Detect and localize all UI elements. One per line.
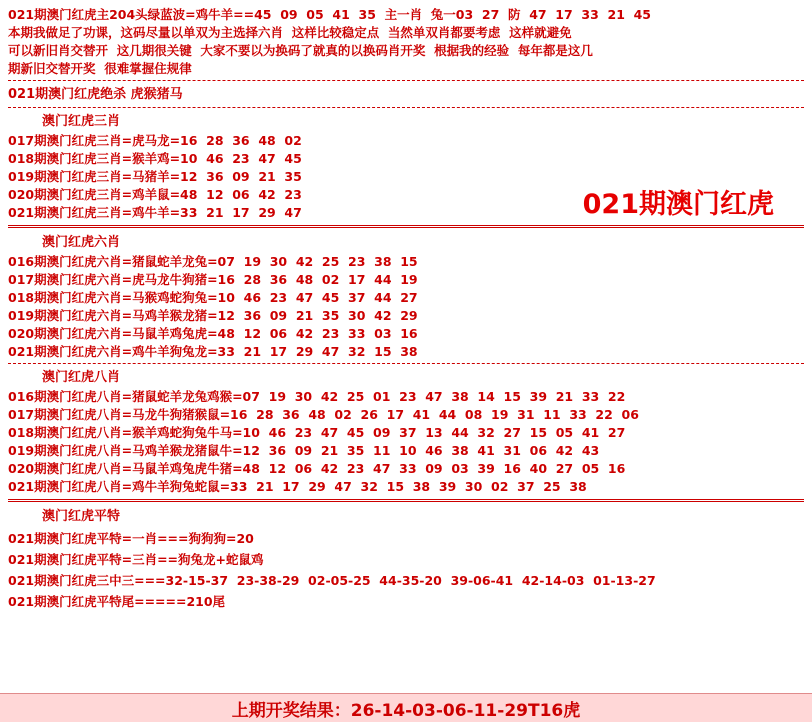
list-item: 021期澳门红虎平特=一肖===狗狗狗=20: [8, 531, 254, 546]
list-item: 020期澳门红虎六肖=马鼠羊鸡兔虎=48 12 06 42 23 33 03 16: [8, 326, 418, 341]
list-item: 021期澳门红虎三肖=鸡牛羊=33 21 17 29 47: [8, 205, 302, 220]
list-item: 019期澳门红虎六肖=马鸡羊猴龙猪=12 36 09 21 35 30 42 29: [8, 308, 418, 323]
list-item: 016期澳门红虎八肖=猪鼠蛇羊龙兔鸡猴=07 19 30 42 25 01 23 47 38 14 15 39 21 33 22: [8, 389, 626, 404]
section-eight-xiao: [8, 368, 804, 496]
last-draw-result: 上期开奖结果：26-14-03-06-11-29T16虎: [231, 700, 581, 721]
list-item: 020期澳门红虎八肖=马鼠羊鸡兔虎牛猪=48 12 06 42 23 47 33 09 03 39 16 40 27 05 16: [8, 461, 626, 476]
page-title: 021期澳门红虎: [582, 189, 774, 220]
header-line-2: 可以新旧肖交替开 这几期很关键 大家不要以为换码了就真的以换码肖开奖 根据我的经验 每年都是这几: [8, 43, 593, 58]
list-item: 019期澳门红虎八肖=马鸡羊猴龙猪鼠牛=12 36 09 21 35 11 10 46 38 41 31 06 42 43: [8, 443, 600, 458]
section-title: 澳门红虎平特: [42, 509, 121, 524]
list-item: 021期澳门红虎八肖=鸡牛羊狗兔蛇鼠=33 21 17 29 47 32 15 38 39 30 02 37 25 38: [8, 479, 587, 494]
list-item: 019期澳门红虎三肖=马猪羊=12 36 09 21 35: [8, 169, 302, 184]
list-item: 021期澳门红虎三中三===32-15-37 23-38-29 02-05-25 44-35-20 39-06-41 42-14-03 01-13-27: [8, 573, 656, 588]
section-title: 澳门红虎六肖: [42, 235, 121, 250]
list-item: 017期澳门红虎六肖=虎马龙牛狗猪=16 28 36 48 02 17 44 19: [8, 272, 418, 287]
footer-bar: [0, 693, 812, 722]
list-item: 018期澳门红虎八肖=猴羊鸡蛇狗兔牛马=10 46 23 47 45 09 37 13 44 32 27 15 05 41 27: [8, 425, 626, 440]
list-item: 021期澳门红虎平特=三肖==狗兔龙+蛇鼠鸡: [8, 552, 264, 567]
section-six-xiao: [8, 233, 804, 361]
divider-dashed-3: [8, 363, 804, 364]
section-title: 澳门红虎八肖: [42, 370, 121, 385]
list-item: 021期澳门红虎六肖=鸡牛羊狗兔龙=33 21 17 29 47 32 15 38: [8, 344, 418, 359]
header-line-3: 期新旧交替开奖 很难掌握住规律: [8, 61, 192, 76]
list-item: 016期澳门红虎六肖=猪鼠蛇羊龙兔=07 19 30 42 25 23 38 15: [8, 254, 418, 269]
header-block: [8, 6, 804, 78]
divider-dashed-2: [8, 107, 804, 108]
header-line-1: 本期我做足了功课，这码尽量以单双为主选择六肖 这样比较稳定点 当然单双肖都要考虑 这样就避免: [8, 25, 572, 40]
divider-dashed-1: [8, 80, 804, 81]
list-item: 017期澳门红虎八肖=马龙牛狗猪猴鼠=16 28 36 48 02 26 17 41 44 08 19 31 11 33 22 06: [8, 407, 639, 422]
kill-section-title: 021期澳门红虎绝杀 虎猴猪马: [8, 87, 183, 102]
list-item: 020期澳门红虎三肖=鸡羊鼠=48 12 06 42 23: [8, 187, 302, 202]
list-item: 018期澳门红虎三肖=猴羊鸡=10 46 23 47 45: [8, 151, 302, 166]
divider-double-1: [8, 225, 804, 228]
list-item: 017期澳门红虎三肖=虎马龙=16 28 36 48 02: [8, 133, 302, 148]
divider-double-2: [8, 499, 804, 502]
section-title: 澳门红虎三肖: [42, 114, 121, 129]
list-item: 018期澳门红虎六肖=马猴鸡蛇狗兔=10 46 23 47 45 37 44 27: [8, 290, 418, 305]
header-line-0: 021期澳门红虎主204头绿蓝波=鸡牛羊==45 09 05 41 35 主一肖 兔一03 27 防 47 17 33 21 45: [8, 7, 651, 22]
section-ping-te: [8, 507, 804, 611]
list-item: 021期澳门红虎平特尾=====210尾: [8, 594, 226, 609]
